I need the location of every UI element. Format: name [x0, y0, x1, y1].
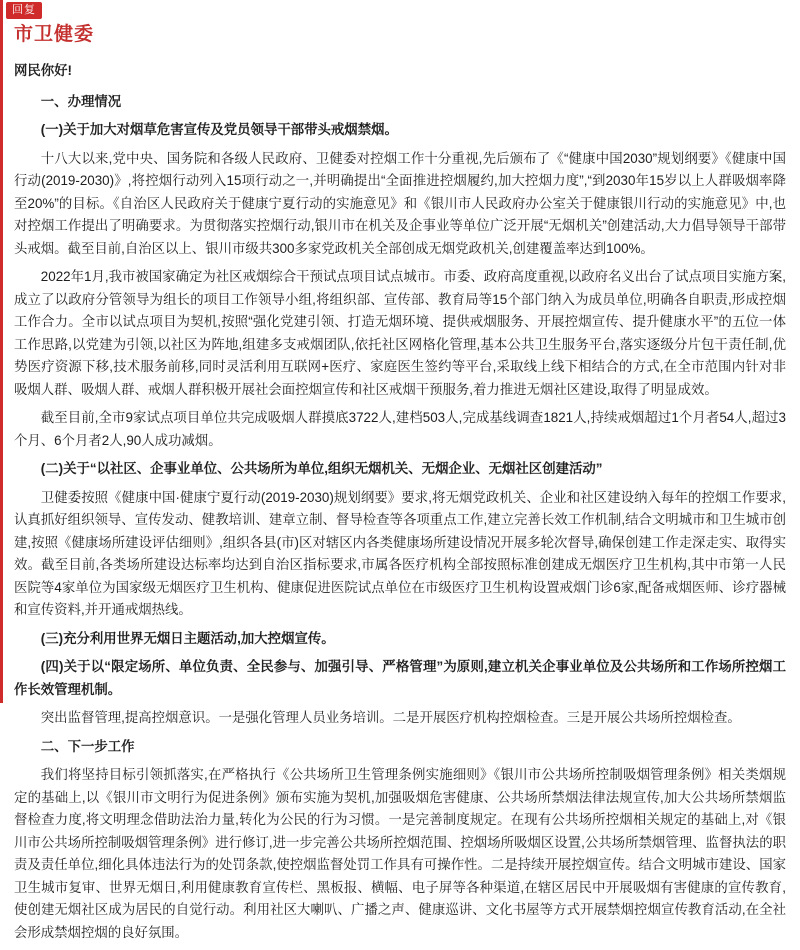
item-2: (二)关于“以社区、企事业单位、公共场所为单位,组织无烟机关、无烟企业、无烟社区创建活动”	[40, 461, 603, 476]
document-body	[14, 91, 786, 945]
item-4: (四)关于以“限定场所、单位负责、全民参与、加强引导、严格管理”为原则,建立机关企事业单位及公共场所和工作场所控烟工作长效管理机制。	[14, 659, 786, 697]
para-5: 突出监督管理,提高控烟意识。一是强化管理人员业务培训。二是开展医疗机构控烟检查。三是开展公共场所控烟检查。	[40, 710, 741, 725]
item-3: (三)充分利用世界无烟日主题活动,加大控烟宣传。	[40, 630, 335, 646]
para-3: 截至目前,全市9家试点项目单位共完成吸烟人群摸底3722人,建档503人,完成基线调查1821人,持续戒烟超过1个月者54人,超过3个月、6个月者2人,90人成功减烟。	[14, 410, 786, 448]
section-2: 二、下一步工作	[40, 738, 135, 754]
para-2: 2022年1月,我市被国家确定为社区戒烟综合干预试点项目试点城市。市委、政府高度重视,以政府名义出台了试点项目实施方案,成立了以政府分管领导为组长的项目工作领导小组,将组织部、宣传部、教育局等15个部门纳入为成员单位,明确各自职责,形成控烟工作合力。全市以试点项目为契机,按照“强化党建引领、打造无烟环境、提供戒烟服务、开展控烟宣传、提升健康水平”的五位一体工作思路,以党建为引领,以社区为阵地,组建多支戒烟团队,依托社区网格化管理,基本公共卫生服务平台,落实逐级分片包干责任制,优势医疗资源下移,技术服务前移,同时灵活利用互联网+医疗、家庭医生签约等平台,采取线上线下相结合的方式,在全市范围内针对非吸烟人群、吸烟人群、戒烟人群积极开展社会面控烟宣传和社区戒烟干预服务,着力推进无烟社区建设,取得了明显成效。	[14, 269, 786, 397]
reply-badge[interactable]: 回复	[6, 2, 42, 19]
para-1: 十八大以来,党中央、国务院和各级人民政府、卫健委对控烟工作十分重视,先后颁布了《“健康中国2030”规划纲要》《健康中国行动(2019-2030)》,将控烟行动列入15项行动之一,并明确提出“全面推进控烟履约,加大控烟力度”,“到2030年15岁以上人群吸烟率降至20%”的目标。《自治区人民政府关于健康宁夏行动的实施意见》和《银川市人民政府办公室关于健康银川行动的实施意见》中,也对控烟工作提出了明确要求。为贯彻落实控烟行动,银川市在机关及企事业等单位广泛开展“无烟机关”创建活动,大力倡导领导干部带头戒烟。截至目前,自治区以上、银川市级共300多家党政机关全部创成无烟党政机关,创建覆盖率达到100%。	[14, 150, 786, 256]
para-6: 我们将坚持目标引领抓落实,在严格执行《公共场所卫生管理条例实施细则》《银川市公共场所控制吸烟管理条例》相关类烟规定的基础上,以《银川市文明行为促进条例》颁布实施为契机,加强吸烟危害健康、公共场所禁烟法律法规宣传,加大公共场所禁烟监督检查力度,将文明理念借助法治力量,转化为公民的行为习惯。一是完善制度规定。在现有公共场所控烟相关规定的基础上,对《银川市公共场所控制吸烟管理条例》进行修订,进一步完善公共场所控烟范围、控烟场所吸烟区设置,公共场所禁烟管理、监督执法的职责及责任单位,细化具体违法行为的处罚条款,使控烟监督处罚工作具有可操作性。二是持续开展控烟宣传。结合文明城市建设、国家卫生城市复审、世界无烟日,利用健康教育宣传栏、黑板报、横幅、电子屏等各种渠道,在辖区居民中开展吸烟有害健康的宣传教育,使创建无烟社区成为居民的自觉行动。利用社区大喇叭、广播之声、健康巡讲、文化书屋等方式开展禁烟控烟宣传教育活动,在全社会形成禁烟控烟的良好氛围。	[14, 767, 786, 940]
item-1: (一)关于加大对烟草危害宣传及党员领导干部带头戒烟禁烟。	[40, 122, 398, 137]
page-title: 市卫健委	[14, 24, 95, 45]
document-content	[14, 22, 786, 950]
section-1: 一、办理情况	[40, 93, 122, 109]
para-4: 卫健委按照《健康中国·健康宁夏行动(2019-2030)规划纲要》要求,将无烟党政机关、企业和社区建设纳入每年的控烟工作要求,认真抓好组织领导、宣传发动、健教培训、建章立制、督导检查等各项重点工作,建立完善长效工作机制,结合文明城市和卫生城市创建,按照《健康场所建设评估细则》,组织各县(市)区对辖区内各类健康场所建设情况开展多轮次督导,确保创建工作走深走实、取得实效。截至目前,各类场所建设达标率均达到自治区指标要求,市属各医疗机构全部按照标准创建成无烟医疗卫生机构,其中市第一人民医院等4家单位为国家级无烟医疗卫生机构、健康促进医院试点单位在市级医疗卫生机构设置戒烟门诊6家,配备戒烟医师、诊疗器械和宣传资料,并开通戒烟热线。	[14, 489, 786, 617]
left-accent-rail	[0, 0, 3, 703]
salutation: 网民你好!	[14, 63, 73, 78]
